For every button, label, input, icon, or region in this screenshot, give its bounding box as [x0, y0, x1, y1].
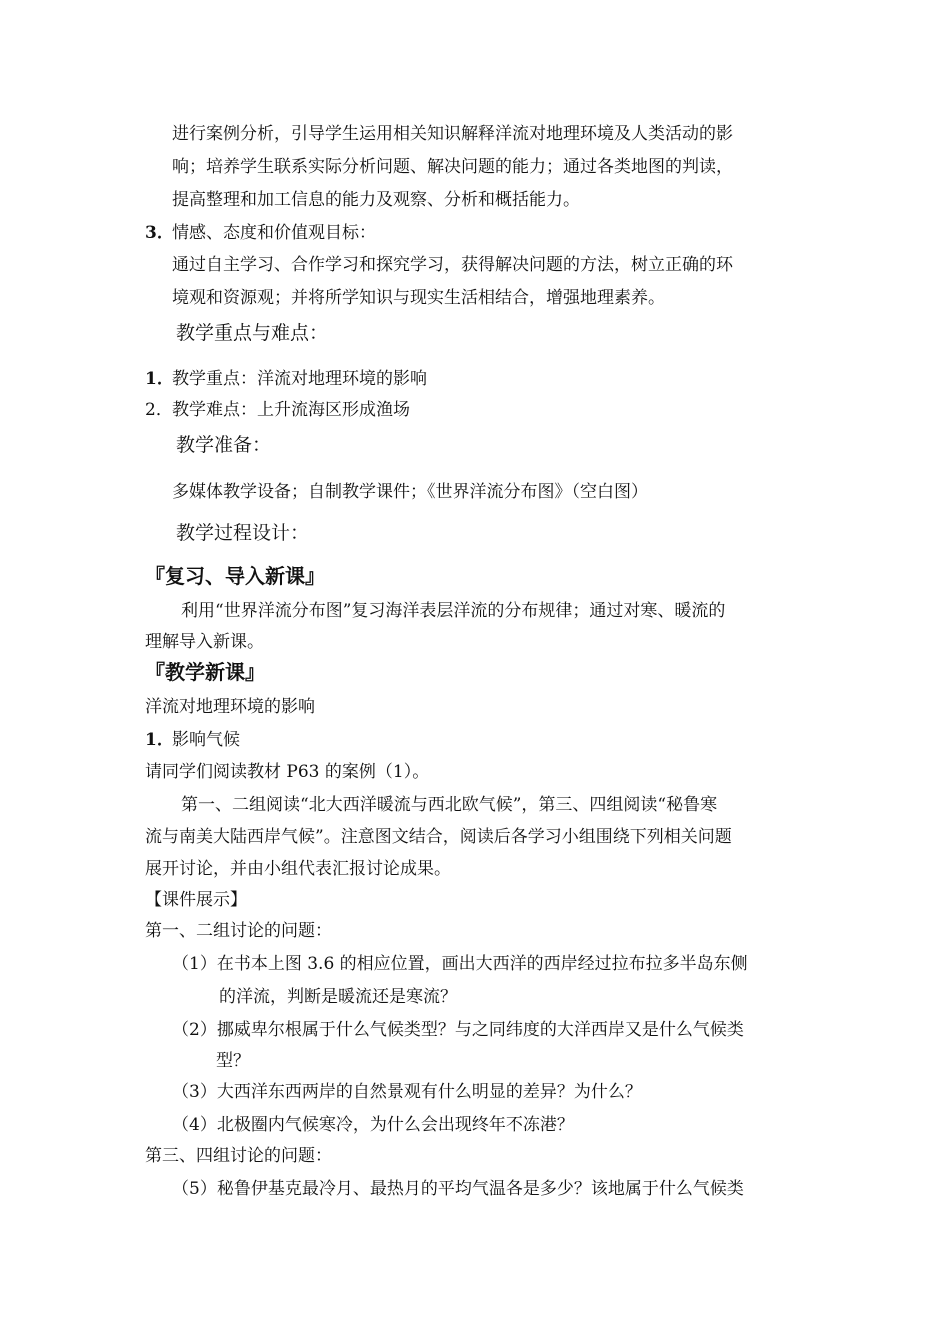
group-3-4-questions-label: 第三、四组讨论的问题： — [145, 1146, 332, 1166]
objective-3-line-2: 境观和资源观；并将所学知识与现实生活相结合，增强地理素养。 — [172, 288, 665, 308]
key-point-1-number: 1． — [145, 369, 174, 389]
question-3: （3）大西洋东西两岸的自然景观有什么明显的差异？为什么？ — [172, 1082, 642, 1102]
process-heading: 教学过程设计： — [176, 522, 310, 544]
group-1-2-questions-label: 第一、二组讨论的问题： — [145, 921, 332, 941]
courseware-label: 【课件展示】 — [145, 890, 247, 910]
question-2-line-2: 型？ — [216, 1051, 250, 1071]
ability-line-2: 响；培养学生联系实际分析问题、解决问题的能力；通过各类地图的判读， — [172, 157, 733, 177]
preparation-text: 多媒体教学设备；自制教学课件；《世界洋流分布图》（空白图） — [172, 482, 648, 502]
key-point-2: 教学难点：上升流海区形成渔场 — [172, 400, 410, 420]
lesson-topic: 洋流对地理环境的影响 — [145, 697, 315, 717]
groups-line-3: 展开讨论，并由小组代表汇报讨论成果。 — [145, 859, 451, 879]
key-points-heading: 教学重点与难点： — [176, 322, 329, 344]
reading-instruction: 请同学们阅读教材 P63 的案例（1）。 — [145, 762, 430, 782]
ability-line-1: 进行案例分析，引导学生运用相关知识解释洋流对地理环境及人类活动的影 — [172, 124, 733, 144]
subtopic-1: 影响气候 — [172, 730, 240, 750]
question-1-line-1: （1）在书本上图 3.6 的相应位置，画出大西洋的西岸经过拉布拉多半岛东侧 — [172, 954, 748, 974]
question-5-line-1: （5）秘鲁伊基克最冷月、最热月的平均气温各是多少？该地属于什么气候类 — [172, 1179, 744, 1199]
review-heading: 『复习、导入新课』 — [145, 564, 325, 588]
key-point-1: 教学重点：洋流对地理环境的影响 — [172, 369, 427, 389]
review-line-2: 理解导入新课。 — [145, 632, 264, 652]
preparation-heading: 教学准备： — [176, 434, 272, 456]
question-2-line-1: （2）挪威卑尔根属于什么气候类型？与之同纬度的大洋西岸又是什么气候类 — [172, 1020, 744, 1040]
question-1-line-2: 的洋流，判断是暖流还是寒流？ — [219, 987, 457, 1007]
objective-3-title: 情感、态度和价值观目标： — [172, 223, 376, 243]
groups-line-2: 流与南美大陆西岸气候”。注意图文结合，阅读后各学习小组围绕下列相关问题 — [145, 827, 732, 847]
key-point-2-number: 2． — [145, 400, 173, 420]
objective-3-number: 3． — [145, 223, 174, 243]
review-line-1: 利用“世界洋流分布图”复习海洋表层洋流的分布规律；通过对寒、暖流的 — [181, 601, 726, 621]
subtopic-1-number: 1． — [145, 730, 174, 750]
objective-3-line-1: 通过自主学习、合作学习和探究学习，获得解决问题的方法，树立正确的环 — [172, 255, 733, 275]
groups-line-1: 第一、二组阅读“北大西洋暖流与西北欧气候”，第三、四组阅读“秘鲁寒 — [181, 795, 718, 815]
question-4: （4）北极圈内气候寒冷，为什么会出现终年不冻港？ — [172, 1115, 574, 1135]
new-lesson-heading: 『教学新课』 — [145, 660, 265, 684]
ability-line-3: 提高整理和加工信息的能力及观察、分析和概括能力。 — [172, 190, 580, 210]
